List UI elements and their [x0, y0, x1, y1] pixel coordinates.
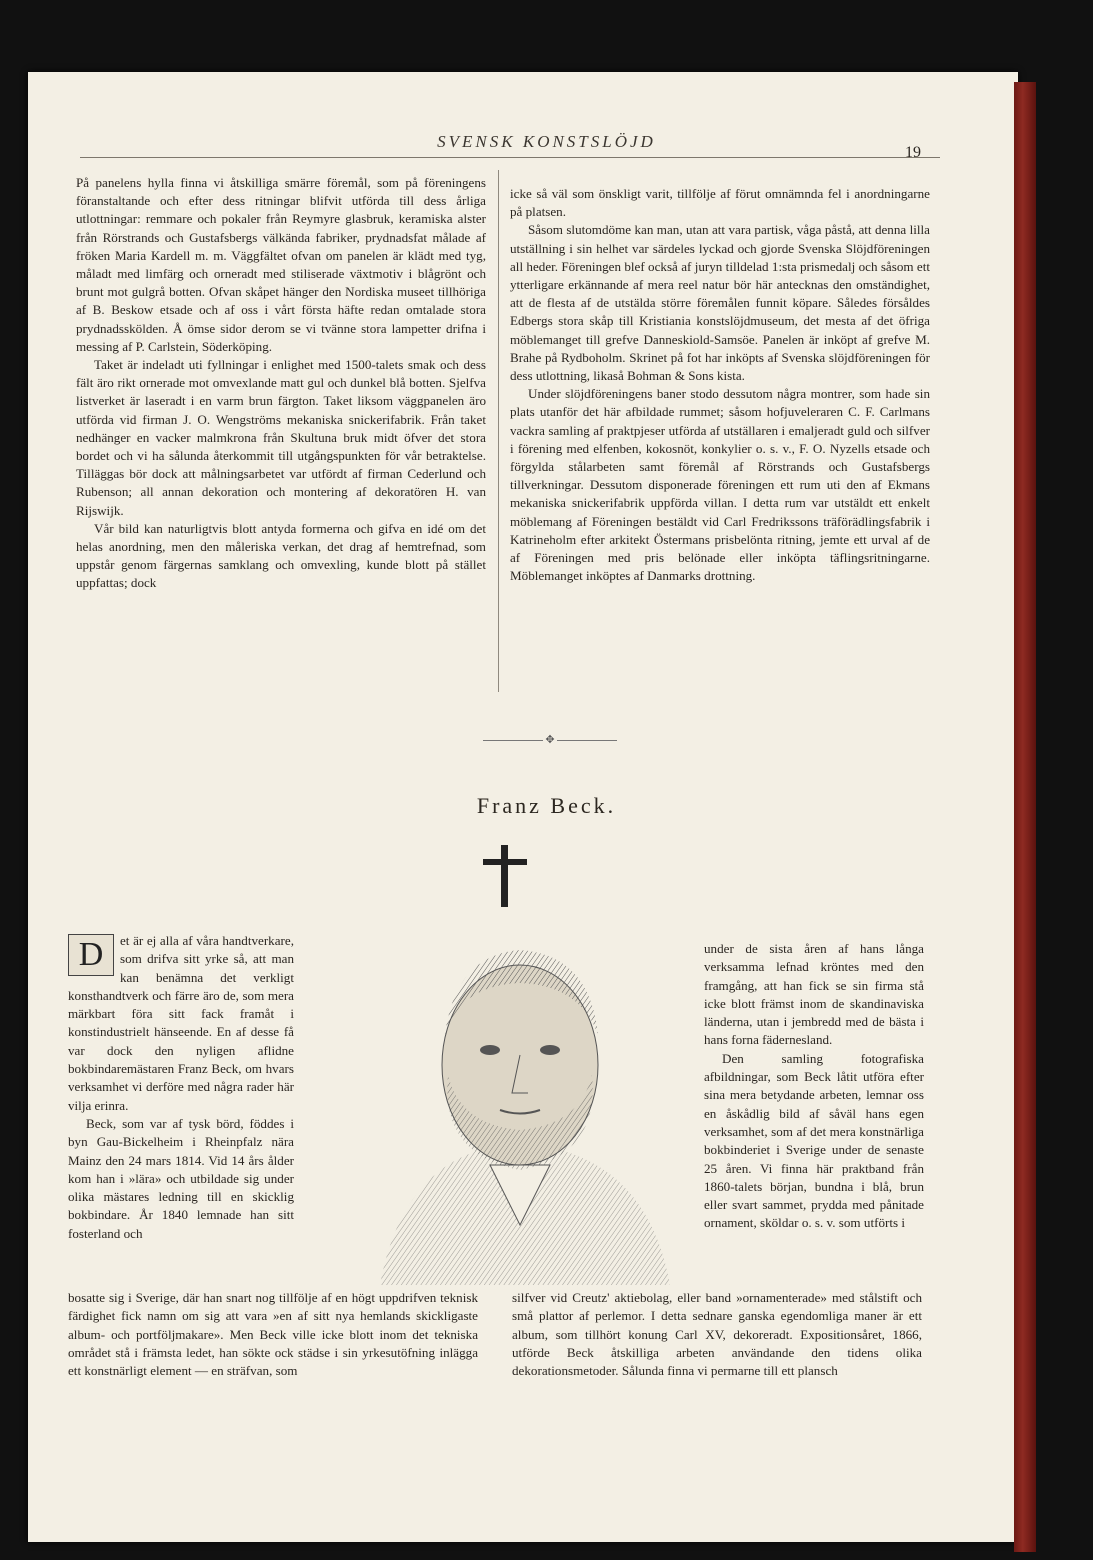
paragraph: På panelens hylla finna vi åtskilliga smärre föremål, som på föreningens föranstaltande och efter dess ritningar blifvit utförda till dess årliga utlottningar: remmare och pokaler från Reymyre glasbruk, keramiska alster från Rörstrands och Gustafsbergs välkända fabriker, prydnadsfat målade af fröken Maria Kardell m. m. Väggfältet ofvan om panelen är klädt med tyg, måladt med limfärg och orneradt med stiliserade växtmotiv i blågrönt och brunt mot gulgrå botten. Ofvan skåpet hänger den Nordiska museet tillhöriga af B. Beskow etsade och af oss i vårt första häfte redan omtalade stora prydnadsskölden. Å ömse sidor derom se vi tvänne stora lampetter drifna i messing af P. Carlstein, Söderköping.	[76, 175, 486, 354]
paragraph: D et är ej alla af våra handtverkare, som drifva sitt yrke så, att man kan benämna det verkligt konsthandtverk och färre äro de, som mera märkbart föra sitt fack framåt i konstindustrielt hänseende. En af desse få var dock den nyligen aflidne bokbindaremästaren Franz Beck, om hvars verksamhet vi derföre med några rader här vilja erinra.	[68, 933, 294, 1113]
running-title: SVENSK KONSTSLÖJD	[437, 132, 656, 151]
page-number: 19	[905, 144, 921, 161]
right-column	[510, 185, 930, 585]
paragraph: Den samling fotografiska afbildningar, som Beck låtit utföra efter sina mera betydande arbeten, lemnar oss en åskådlig bild af såväl hans egen verksamhet, som af det mera konstnärliga bokbinderiet i Sverige under de senaste 25 åren. Vi finna här praktband från 1860-talets början, bundna i blå, brun eller svart sammet, prydda med pånitade ornament, sköldar o. s. v. som utförts i	[704, 1050, 924, 1231]
header-rule	[80, 157, 940, 158]
bio-left-column	[68, 932, 294, 1243]
paragraph: Beck, som var af tysk börd, föddes i byn Gau-Bickelheim i Rheinpfalz nära Mainz den 24 mars 1814. Vid 14 års ålder kom han i »lära» och utbildade sig under olika mästares ledning till en skicklig bokbindare. År 1840 lemnade han sitt fosterland och	[68, 1115, 294, 1241]
column-divider	[498, 170, 499, 692]
portrait-illustration	[360, 925, 680, 1295]
paragraph: under de sista åren af hans långa verksamma lefnad kröntes med den framgång, att han fick se sin firma stå icke blott främst inom de skandinaviska länderna, utan i jembredd med de bästa i hans forna fädernesland.	[704, 941, 924, 1048]
paragraph: Såsom slutomdöme kan man, utan att vara partisk, våga påstå, att denna lilla utställning i sin helhet var särdeles lyckad och gjorde Svenska Slöjdföreningen all heder. Föreningen blef också af juryn tilldelad 1:sta prismedalj och såsom ett ytterligare erkännande af mera reel natur bör här antecknas den omständighet, att de flesta af de utstälda större föremålen funnit köpare. Således försåldes Edbergs stora skåp till Kristiania konstslöjdmuseum, det mesta af det öfriga möblemanget till grefve Danneskiold-Samsöe. Panelen är inköpt af grefve M. Brahe på Rydboholm. Skrinet på fot har inköpts af Svenska slöjdföreningen för dess utlottning, likaså Bohman & Sons kista.	[510, 222, 930, 384]
bio-bottom-left: bosatte sig i Sverige, där han snart nog tillfölje af en högt uppdrifven teknisk färdighet fick namn om sig att vara »en af sitt nya hemlands skickligaste album- och portföljmakare». Men Beck ville icke blott inom det tekniska området stå i främsta ledet, han sökte ock städse i sin yrkesutöfning inlägga ett konstnärligt element — en sträfvan, som	[68, 1290, 478, 1379]
paragraph: Taket är indeladt uti fyllningar i enlighet med 1500-talets smak och dess fält äro rikt ornerade mot omvexlande matt gul och dunkel blå botten. Sjelfva listverket är laseradt i en varm brun färgton. Taket liksom väggpanelen äro utförda vid firman J. O. Wengströms mekaniska snickerifabrik. Från taket nedhänger en vacker malmkrona från Skultuna bruk midt öfver det stora bordet och vi ha sålunda återkommit till utgångspunkten för vår betraktelse. Tilläggas bör dock att målningsarbetet var utfördt af firman Cederlund och Rubenson; all annan dekoration och montering af dekoratören H. van Rijswijk.	[76, 357, 486, 518]
paragraph: icke så väl som önskligt varit, tillfölje af förut omnämnda fel i anordningarne på platsen.	[510, 186, 930, 220]
bio-right-column	[704, 940, 924, 1233]
cross-icon	[483, 845, 527, 907]
section-title: Franz Beck.	[476, 793, 617, 818]
dropcap: D	[68, 934, 114, 976]
left-column	[76, 174, 486, 593]
paragraph: Under slöjdföreningens baner stodo dessutom några montrer, som hade sin plats utanför det här afbildade rummet; såsom hofjuveleraren C. F. Carlmans vackra samling af praktpjeser utförda af utställaren i emaljeradt guld och silfver i förening med elfenben, kokosnöt, konkylier o. s. v., F. O. Nyzells etsade och förgylda stålarbeten samt föremål af Rörstrands och Gustafsbergs tillverkningar. Dessutom disponerade föreningen ett rum uti den af Ekmans mekaniska snickerifabrik uppförda villan. I detta rum var utstäldt ett enkelt möblemang af Föreningen bestäldt vid Carl Fredrikssons träförädlingsfabrik i Katrineholm efter arkitekt Östermans prisbelönta ritning, jemte ett urval af de af Föreningen med pris belönade eller inköpta täflingsritningarne. Möblemanget inköptes af Danmarks drottning.	[510, 386, 930, 584]
section-ornament: ✥	[450, 733, 650, 746]
bio-bottom-right: silfver vid Creutz' aktiebolag, eller band »ornamenterade» med stålstift och små plattor af perlemor. I detta sednare ganska egendomliga maner är ett album, som tillhört konung Carl XV, dekoreradt. Expositionsåret, 1866, utförde Beck åtskilliga arbeten användande den tidens olika dekorationsmetoder. Sålunda finna vi permarne till ett plansch	[512, 1290, 922, 1379]
paragraph: Vår bild kan naturligtvis blott antyda formerna och gifva en idé om det helas anordning, men den måleriska verkan, det drag af hemtrefnad, som uppstår genom färgernas samklang och omvexling, kunde blott på stället uppfattas; dock	[76, 520, 486, 591]
